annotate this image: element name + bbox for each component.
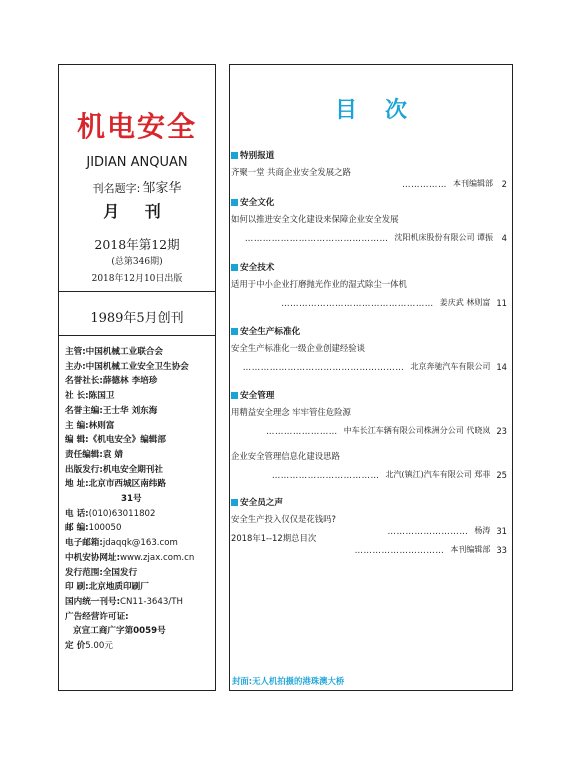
dot-leader: ……………………………… <box>271 469 380 480</box>
entry-author: 沈阳机床股份有限公司 谭振 <box>394 233 493 242</box>
info-value: jdaqqk@163.com <box>102 538 178 549</box>
entry-page: 14 <box>496 361 507 372</box>
section-heading <box>231 149 274 161</box>
entry-meta <box>272 469 507 480</box>
info-key: 主办: <box>65 361 86 372</box>
info-value: 林则富 <box>88 420 115 431</box>
info-row <box>65 595 215 610</box>
entry-title: 安全生产投入仅仅是花钱吗? <box>231 514 336 524</box>
info-value: 京宣工商广字第0059号 <box>73 626 166 637</box>
info-key: 电 话: <box>65 508 89 519</box>
info-row <box>65 624 215 639</box>
info-value: 中国机械工业安全卫生协会 <box>85 361 189 372</box>
toc-entry[interactable] <box>231 450 507 462</box>
info-value: 31号 <box>121 494 142 505</box>
entry-author: 姜庆武 林则富 <box>439 298 491 307</box>
info-key: 编 辑: <box>65 435 89 446</box>
info-row <box>65 419 215 434</box>
section-name: 安全管理 <box>240 391 275 401</box>
info-row <box>65 610 215 625</box>
entry-author: 中车长江车辆有限公司株洲分公司 代晓岚 <box>343 426 491 435</box>
entry-title: 适用于中小企业打磨抛光作业的湿式除尘一体机 <box>231 279 407 289</box>
entry-meta <box>402 178 507 189</box>
entry-title: 如何以推进安全文化建设来保障企业安全发展 <box>231 214 399 224</box>
info-key: 印 刷: <box>65 582 89 593</box>
section-heading <box>231 389 274 401</box>
info-value: 北京地质印刷厂 <box>88 582 149 593</box>
section-name: 安全生产标准化 <box>240 327 301 337</box>
info-row <box>65 580 215 595</box>
section-name: 安全员之声 <box>240 498 283 508</box>
info-row <box>65 477 215 492</box>
info-value: 袁 婧 <box>102 449 123 460</box>
dot-leader: ………………………………………… <box>244 232 389 243</box>
info-row <box>65 551 215 566</box>
info-value: (010)63011802 <box>88 508 156 519</box>
entry-author: 本刊编辑部 <box>453 179 493 188</box>
founded-date: 1989年5月创刊 <box>90 311 184 326</box>
dot-leader: …………………………………………… <box>281 297 434 308</box>
masthead-panel <box>58 64 216 691</box>
entry-author: 本刊编辑部 <box>450 545 491 554</box>
section-name: 安全文化 <box>240 198 275 208</box>
info-value: 5.00元 <box>85 641 113 652</box>
magazine-logo: 机电安全 <box>76 110 197 143</box>
entry-page: 4 <box>501 232 507 243</box>
section-name: 安全技术 <box>240 263 275 273</box>
info-key: 名誉社长: <box>65 376 103 387</box>
info-row <box>65 374 215 389</box>
entry-page: 33 <box>496 544 507 555</box>
info-row <box>65 404 215 419</box>
info-key: 发行范围: <box>65 567 103 578</box>
entry-title: 企业安全管理信息化建设思路 <box>231 451 340 461</box>
info-key: 出版发行: <box>65 464 103 475</box>
divider <box>59 291 215 292</box>
info-key: 邮 编: <box>65 523 89 534</box>
dot-leader: …………………… <box>265 425 338 436</box>
entry-page: 23 <box>496 425 507 436</box>
section-name: 特别报道 <box>240 151 275 161</box>
info-value: 《机电安全》编辑部 <box>88 435 166 446</box>
info-row <box>65 463 215 478</box>
entry-page: 25 <box>496 469 507 480</box>
info-value: CN11-3643/TH <box>120 596 183 607</box>
info-key: 电子邮箱: <box>65 538 103 549</box>
dot-leader: ……………………… <box>387 525 469 536</box>
info-row <box>65 433 215 448</box>
info-key: 主管: <box>65 347 86 357</box>
entry-author: 杨涛 <box>474 526 491 535</box>
square-bullet-icon <box>231 328 238 335</box>
info-key: 名誉主编: <box>65 405 103 416</box>
entry-page: 2 <box>501 178 507 189</box>
info-key: 社 长: <box>65 391 89 402</box>
info-value: 王士华 刘东海 <box>102 405 158 416</box>
toc-entry[interactable] <box>231 278 507 290</box>
square-bullet-icon <box>231 392 238 399</box>
info-key: 责任编辑: <box>65 449 103 460</box>
entry-meta <box>266 425 507 436</box>
info-row <box>65 492 215 507</box>
info-value: 100050 <box>88 523 122 534</box>
info-row <box>65 536 215 551</box>
info-value: 全国发行 <box>102 567 138 578</box>
info-row <box>65 448 215 463</box>
toc-entry[interactable] <box>231 513 507 536</box>
toc-entry[interactable] <box>231 213 507 225</box>
info-value: 薛德林 李培珍 <box>102 376 158 387</box>
contents-title <box>230 93 512 124</box>
info-row <box>65 507 215 522</box>
frequency: 月 刊 <box>103 202 171 221</box>
info-key: 主 编: <box>65 420 89 431</box>
info-row <box>65 345 215 360</box>
magazine-pinyin: JIDIAN ANQUAN <box>86 155 188 170</box>
entry-page: 31 <box>496 525 507 536</box>
toc-entry[interactable] <box>231 166 507 189</box>
divider <box>59 335 215 336</box>
info-key: 定 价 <box>65 641 86 652</box>
total-issue: (总第346期) <box>111 257 163 267</box>
entry-author: 北京奔驰汽车有限公司 <box>410 362 491 371</box>
inscription-label: 刊名题字: <box>92 182 141 195</box>
square-bullet-icon <box>231 264 238 271</box>
section-heading <box>231 496 283 508</box>
dot-leader: ……………………………………………… <box>242 361 405 372</box>
publication-info <box>65 345 215 654</box>
info-row <box>65 360 215 375</box>
square-bullet-icon <box>231 152 238 159</box>
entry-title: 用精益安全理念 牢牢管住危险源 <box>231 407 351 417</box>
cover-caption: 封面:无人机拍摄的港珠澳大桥 <box>232 676 345 686</box>
toc-entry[interactable] <box>231 406 507 418</box>
contents-title-char: 次 <box>385 98 436 123</box>
section-heading <box>231 196 274 208</box>
dot-leader: …………… <box>402 178 447 189</box>
info-row <box>65 389 215 404</box>
inscription-name: 邹家华 <box>142 181 182 196</box>
info-key: 地 址: <box>65 479 89 490</box>
info-row <box>65 566 215 581</box>
entry-title: 安全生产标准化一级企业创建经验谈 <box>231 343 365 353</box>
entry-title: 2018年1--12期总目次 <box>231 533 317 543</box>
section-heading <box>231 261 274 273</box>
info-row <box>65 639 215 654</box>
info-value: 北京市西城区南纬路 <box>88 479 166 490</box>
info-key: 广告经营许可证: <box>65 611 129 622</box>
title-inscription <box>59 177 215 196</box>
contents-title-char: 目 <box>334 98 385 123</box>
entry-meta <box>243 361 507 372</box>
entry-page: 11 <box>496 297 507 308</box>
entry-title: 齐聚一堂 共商企业安全发展之路 <box>231 167 351 177</box>
info-value: 中国机械工业联合会 <box>85 347 163 357</box>
contents-panel <box>229 64 513 691</box>
dot-leader: ………………………… <box>354 544 445 555</box>
entry-meta <box>355 544 507 555</box>
info-key: 国内统一刊号: <box>65 596 120 607</box>
publish-date: 2018年12月10日出版 <box>91 274 183 284</box>
info-value: www.zjax.com.cn <box>120 552 195 563</box>
info-value: 机电安全期刊社 <box>102 464 163 475</box>
square-bullet-icon <box>231 499 238 506</box>
entry-meta <box>245 232 507 243</box>
info-row <box>65 521 215 536</box>
entry-author: 北汽(镇江)汽车有限公司 郑菲 <box>385 470 491 479</box>
toc-entry[interactable] <box>231 532 507 555</box>
entry-meta <box>281 297 507 308</box>
square-bullet-icon <box>231 199 238 206</box>
info-key: 中机安协网址: <box>65 552 120 563</box>
issue-number: 2018年第12期 <box>94 237 180 252</box>
toc-entry[interactable] <box>231 342 507 354</box>
section-heading <box>231 325 300 337</box>
info-value: 陈国卫 <box>88 391 115 402</box>
